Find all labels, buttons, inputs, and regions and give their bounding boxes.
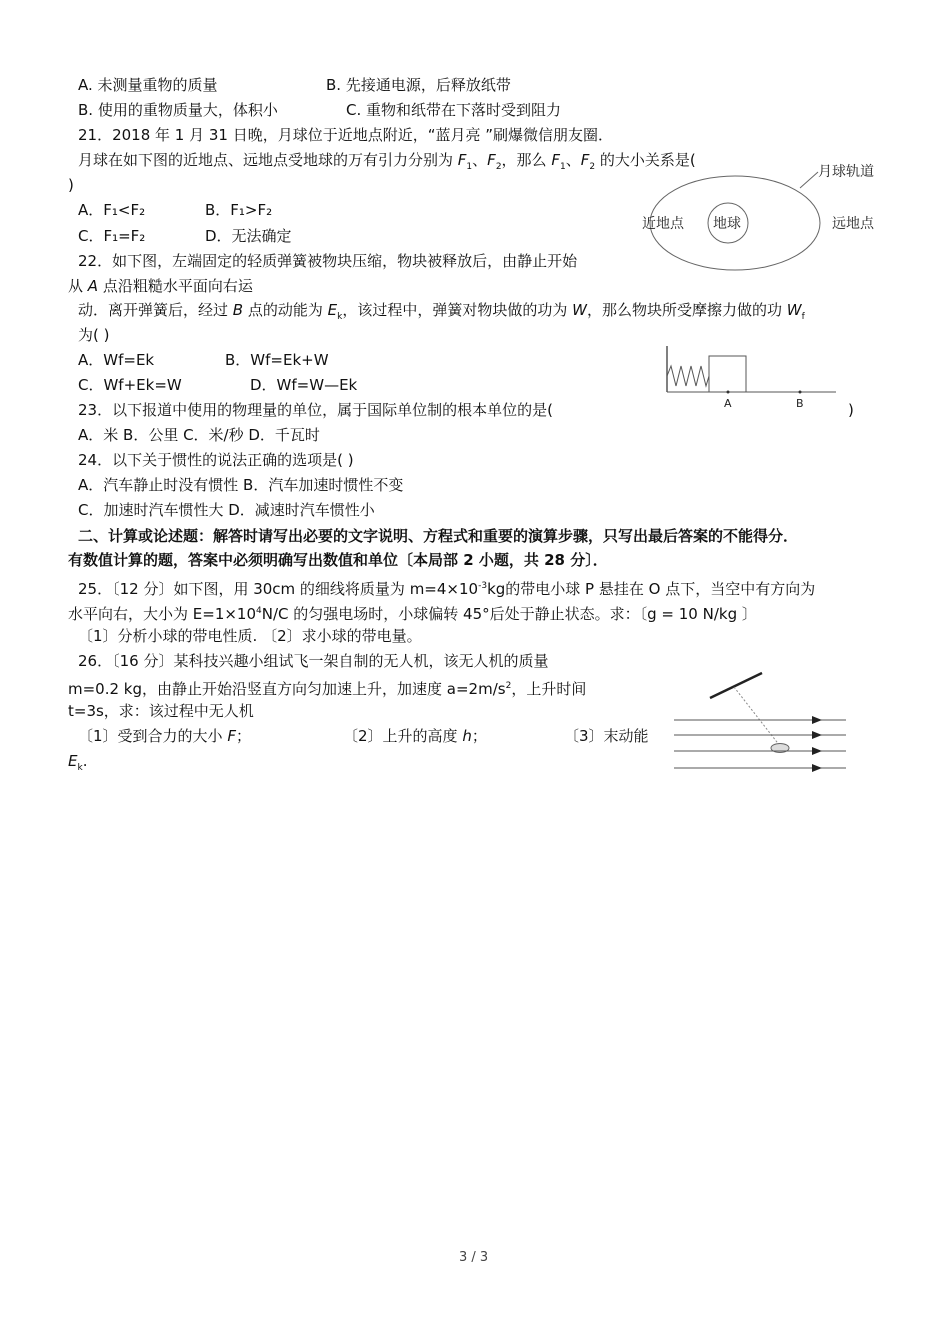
q20-option-b2: B. 使用的重物质量大，体积小 — [78, 101, 278, 119]
thread — [734, 687, 780, 746]
q22-option-c: C．Wf+Ek=W — [78, 376, 182, 394]
q21-stem: 21．2018 年 1 月 31 日晚，月球位于近地点附近，“蓝月亮 ”刷爆微信朋友圈． — [78, 126, 614, 144]
q22-option-d: D．Wf=W—Ek — [250, 376, 358, 394]
orbit-figure — [640, 155, 890, 275]
q26-sub-3: 〔3〕末动能 — [564, 727, 649, 745]
q22-paren: 为( ) — [78, 326, 110, 344]
point-b-dot — [799, 391, 802, 394]
q23-paren: ) — [848, 401, 854, 419]
field-arrows — [812, 716, 822, 772]
q24-stem: 24．以下关于惯性的说法正确的选项是( ) — [78, 451, 354, 469]
q25-stem: 25．〔12 分〕如下图，用 30cm 的细线将质量为 $m=4\times 10^{-3}kg$的带电小球 P 悬挂在 O 点下，当空中有方向为 — [78, 580, 816, 598]
field-lines — [674, 720, 846, 768]
q22-option-b: B．Wf=Ek+W — [225, 351, 329, 369]
q21-option-c: C．F₁=F₂ — [78, 227, 146, 245]
q21-option-d: D．无法确定 — [205, 227, 292, 245]
q24-options-ab: A．汽车静止时没有惯性 B．汽车加速时惯性不变 — [78, 476, 404, 494]
orbit-label: 月球轨道 — [818, 164, 874, 180]
q24-options-cd: C．加速时汽车惯性大 D．减速时汽车惯性小 — [78, 501, 375, 519]
q20-option-a: A. 未测量重物的质量 — [78, 76, 218, 94]
q23-options: A．米 B．公里 C．米/秒 D．千瓦时 — [78, 426, 320, 444]
q22-stem-3: 动．离开弹簧后，经过 B 点的动能为 $E_k$，该过程中，弹簧对物块做的功为 W，那么物块所受摩擦力做的功 $W_f$ — [78, 301, 805, 322]
near-point-label: 近地点 — [642, 216, 684, 232]
q26-sub-2: 〔2〕上升的高度 h； — [343, 727, 487, 745]
q26-stem-2: m=0.2 kg，由静止开始沿竖直方向匀加速上升，加速度 $a=2m/s^2$，上升时间 — [68, 680, 587, 698]
section-heading: 二、计算或论述题：解答时请写出必要的文字说明、方程式和重要的演算步骤，只写出最后答案的不能得分． — [78, 527, 799, 545]
block — [709, 356, 746, 392]
q26-stem: 26．〔16 分〕某科技兴趣小组试飞一架自制的无人机，该无人机的质量 — [78, 652, 549, 670]
orbit-pointer — [800, 172, 818, 188]
q21-stem-2: 月球在如下图的近地点、远地点受地球的万有引力分别为 $F_1$、$F_2$，那么 $F_1$、$F_2$ 的大小关系是( — [78, 151, 696, 172]
q26-sub-3-end: $E_k$. — [68, 752, 88, 773]
q21-option-a: A．F₁<F₂ — [78, 201, 146, 219]
q21-option-b: B．F₁>F₂ — [205, 201, 273, 219]
page-number: 3 / 3 — [459, 1250, 489, 1265]
point-b-label: B — [796, 397, 804, 410]
q25-stem-2: 水平向右，大小为 $E=1\times 10^4N/C$ 的匀强电场时，小球偏转 45°后处于静止状态。求：〔g = 10 N/kg 〕 — [68, 605, 757, 623]
section-heading-2: 有数值计算的题，答案中必须明确写出数值和单位〔本局部 2 小题，共 28 分〕． — [68, 551, 608, 569]
q21-paren: ) — [68, 176, 74, 194]
ceiling — [710, 673, 762, 698]
q26-sub-1: 〔1〕受到合力的大小 F； — [78, 727, 251, 745]
point-a-label: A — [724, 397, 732, 410]
q22-option-a: A．Wf=Ek — [78, 351, 155, 369]
point-a-dot — [727, 391, 730, 394]
q23-stem: 23．以下报道中使用的物理量的单位，属于国际单位制的根本单位的是( — [78, 401, 553, 419]
q20-option-b: B. 先接通电源，后释放纸带 — [326, 76, 511, 94]
q26-stem-3: t=3s，求：该过程中无人机 — [68, 702, 254, 720]
earth-label: 地球 — [713, 216, 741, 232]
q20-option-c: C. 重物和纸带在下落时受到阻力 — [346, 101, 562, 119]
q25-subquestions: 〔1〕分析小球的带电性质. 〔2〕求小球的带电量。 — [78, 627, 422, 645]
spring — [667, 366, 709, 386]
q22-stem-2: 从 A 点沿粗糙水平面向右运 — [68, 277, 253, 295]
q22-stem: 22．如下图，左端固定的轻质弹簧被物块压缩，物块被释放后，由静止开始 — [78, 252, 578, 270]
pendulum-figure — [672, 668, 852, 773]
far-point-label: 远地点 — [832, 216, 874, 232]
spring-figure — [664, 342, 842, 412]
